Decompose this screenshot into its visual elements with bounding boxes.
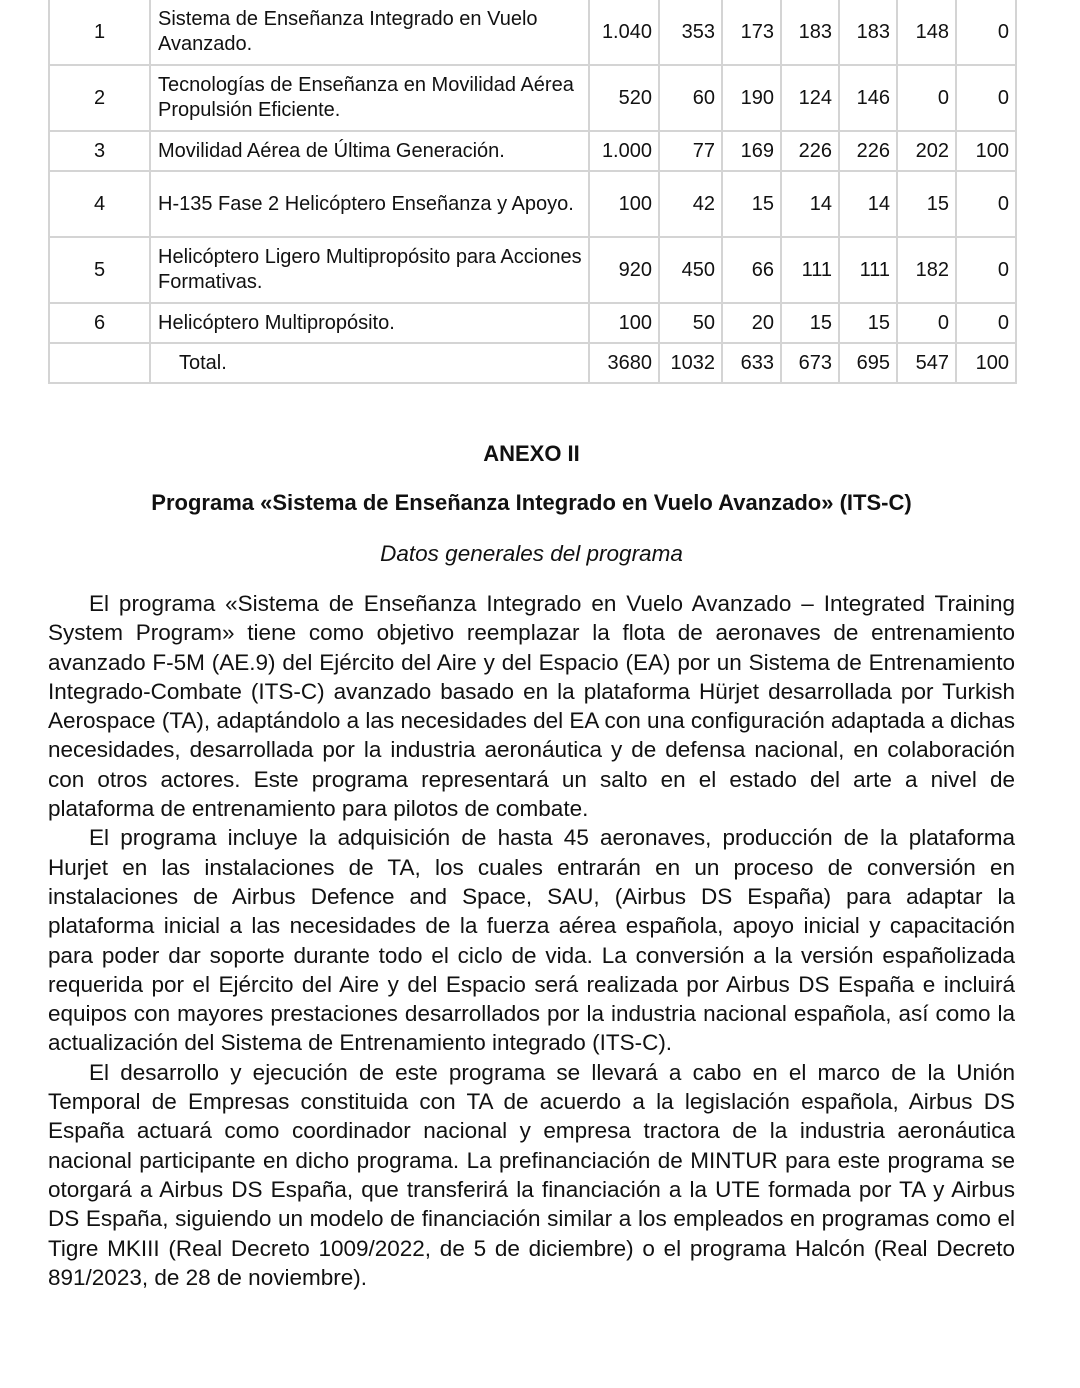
body-text <box>48 589 1015 1292</box>
row-number: 3 <box>49 131 150 171</box>
value-cell: 146 <box>839 65 897 131</box>
total-label: Total. <box>150 343 589 383</box>
program-name: Helicóptero Ligero Multipropósito para Acciones Formativas. <box>150 237 589 303</box>
value-cell: 226 <box>839 131 897 171</box>
value-cell: 183 <box>781 0 839 65</box>
value-cell: 920 <box>589 237 659 303</box>
program-name: Helicóptero Multipropósito. <box>150 303 589 343</box>
value-cell: 1.000 <box>589 131 659 171</box>
value-cell: 450 <box>659 237 722 303</box>
value-cell: 15 <box>897 171 956 237</box>
budget-table <box>48 0 1017 384</box>
document-page <box>48 0 1015 1290</box>
program-name: Movilidad Aérea de Última Generación. <box>150 131 589 171</box>
total-row <box>49 343 1016 383</box>
program-name: H-135 Fase 2 Helicóptero Enseñanza y Apoyo. <box>150 171 589 237</box>
value-cell: 15 <box>781 303 839 343</box>
total-value-cell: 100 <box>956 343 1016 383</box>
table-row <box>49 171 1016 237</box>
table-row <box>49 131 1016 171</box>
value-cell: 77 <box>659 131 722 171</box>
section-subtitle: Datos generales del programa <box>380 541 683 566</box>
program-name: Sistema de Enseñanza Integrado en Vuelo Avanzado. <box>150 0 589 65</box>
value-cell: 15 <box>839 303 897 343</box>
value-cell: 226 <box>781 131 839 171</box>
value-cell: 0 <box>956 65 1016 131</box>
value-cell: 66 <box>722 237 781 303</box>
value-cell: 0 <box>956 171 1016 237</box>
value-cell: 148 <box>897 0 956 65</box>
value-cell: 111 <box>839 237 897 303</box>
value-cell: 20 <box>722 303 781 343</box>
row-number: 1 <box>49 0 150 65</box>
value-cell: 14 <box>781 171 839 237</box>
row-number: 2 <box>49 65 150 131</box>
value-cell: 100 <box>956 131 1016 171</box>
program-title: Programa «Sistema de Enseñanza Integrado en Vuelo Avanzado» (ITS-C) <box>151 490 912 515</box>
value-cell: 111 <box>781 237 839 303</box>
value-cell: 0 <box>956 0 1016 65</box>
value-cell: 100 <box>589 171 659 237</box>
total-empty-cell <box>49 343 150 383</box>
value-cell: 520 <box>589 65 659 131</box>
value-cell: 1.040 <box>589 0 659 65</box>
value-cell: 0 <box>956 303 1016 343</box>
table-row <box>49 303 1016 343</box>
value-cell: 15 <box>722 171 781 237</box>
total-value-cell: 547 <box>897 343 956 383</box>
value-cell: 14 <box>839 171 897 237</box>
table-row <box>49 0 1016 65</box>
total-value-cell: 3680 <box>589 343 659 383</box>
value-cell: 0 <box>897 303 956 343</box>
paragraph: El programa incluye la adquisición de hasta 45 aeronaves, producción de la plataforma Hurjet en las instalaciones de TA, los cuales entrarán en un proceso de conversión en instalaciones de Airbus Defence and Space, SAU, (Airbus DS España) para adaptar la plataforma inicial a las necesidades de la fuerza aérea española, apoyo inicial y capacitación para poder dar soporte durante todo el ciclo de vida. La conversión a la versión españolizada requerida por el Ejército del Aire y del Espacio será realizada por Airbus DS España e incluirá equipos con mayores prestaciones desarrollados por la industria nacional española, así como la actualización del Sistema de Entrenamiento integrado (ITS-C). <box>48 825 1015 1056</box>
value-cell: 353 <box>659 0 722 65</box>
value-cell: 0 <box>956 237 1016 303</box>
row-number: 6 <box>49 303 150 343</box>
annex-title: ANEXO II <box>483 441 580 466</box>
value-cell: 124 <box>781 65 839 131</box>
total-value-cell: 695 <box>839 343 897 383</box>
total-value-cell: 1032 <box>659 343 722 383</box>
paragraph: El desarrollo y ejecución de este programa se llevará a cabo en el marco de la Unión Temporal de Empresas constituida con TA de acuerdo a la legislación española, Airbus DS España actuará como coordinador nacional y empresa tractora de la industria aeronáutica nacional participante en dicho programa. La prefinanciación de MINTUR para este programa se otorgará a Airbus DS España, que transferirá la financiación a la UTE formada por TA y Airbus DS España, siguiendo un modelo de financiación similar a los empleados en programas como el Tigre MKIII (Real Decreto 1009/2022, de 5 de diciembre) o el programa Halcón (Real Decreto 891/2023, de 28 de noviembre). <box>48 1059 1015 1290</box>
row-number: 5 <box>49 237 150 303</box>
value-cell: 0 <box>897 65 956 131</box>
value-cell: 60 <box>659 65 722 131</box>
table-row <box>49 65 1016 131</box>
row-number: 4 <box>49 171 150 237</box>
value-cell: 182 <box>897 237 956 303</box>
value-cell: 169 <box>722 131 781 171</box>
total-value-cell: 673 <box>781 343 839 383</box>
value-cell: 173 <box>722 0 781 65</box>
table-row <box>49 237 1016 303</box>
value-cell: 50 <box>659 303 722 343</box>
program-name: Tecnologías de Enseñanza en Movilidad Aérea Propulsión Eficiente. <box>150 65 589 131</box>
value-cell: 183 <box>839 0 897 65</box>
value-cell: 100 <box>589 303 659 343</box>
value-cell: 42 <box>659 171 722 237</box>
value-cell: 190 <box>722 65 781 131</box>
value-cell: 202 <box>897 131 956 171</box>
total-value-cell: 633 <box>722 343 781 383</box>
paragraph: El programa «Sistema de Enseñanza Integrado en Vuelo Avanzado – Integrated Training System Program» tiene como objetivo reemplazar la flota de aeronaves de entrenamiento avanzado F-5M (AE.9) del Ejército del Aire y del Espacio (EA) por un Sistema de Entrenamiento Integrado-Combate (ITS-C) avanzado basado en la plataforma Hürjet desarrollada por Turkish Aerospace (TA), adaptándolo a las necesidades del EA con una configuración adaptada a dichas necesidades, desarrollada por la industria aeronáutica y de defensa nacional, en colaboración con otros actores. Este programa representará un salto en el estado del arte a nivel de plataforma de entrenamiento para pilotos de combate. <box>48 591 1015 822</box>
